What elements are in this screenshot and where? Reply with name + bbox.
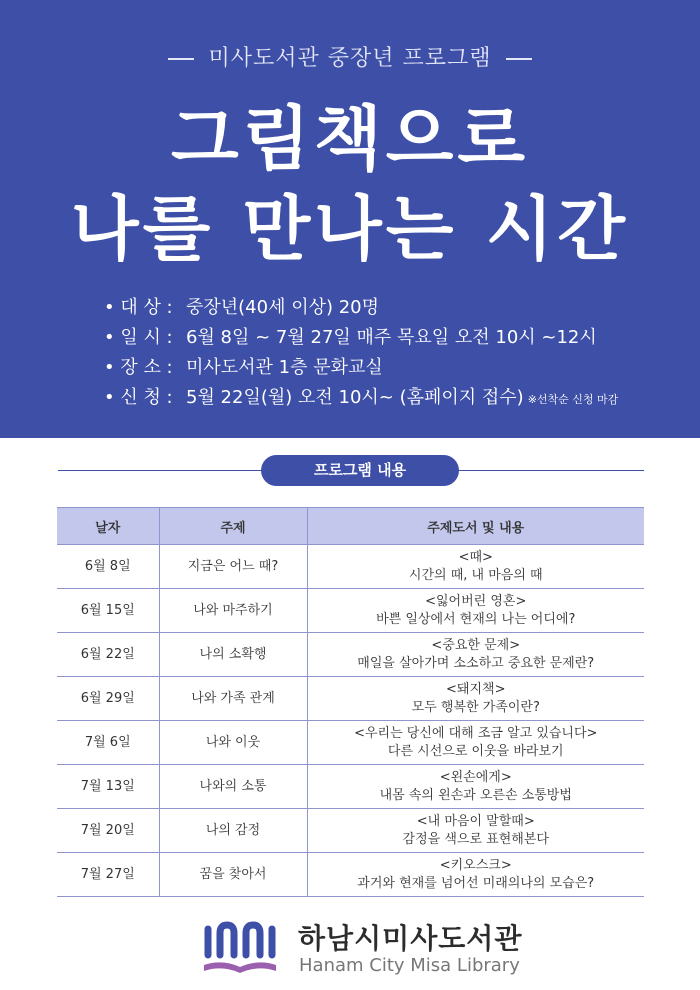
- table-row: [57, 853, 644, 897]
- header-date: 날자: [57, 508, 159, 545]
- info-value: 중장년(40세 이상) 20명: [186, 297, 380, 318]
- row-topic: 지금은 어느 때?: [159, 545, 307, 589]
- info-value: 6월 8일 ~ 7월 27일 매주 목요일 오전 10시 ~12시: [186, 327, 597, 348]
- row-topic: 나와 이웃: [159, 721, 307, 765]
- info-note: ※선착순 신청 마감: [527, 393, 619, 406]
- row-content: [307, 677, 644, 721]
- table-row: [57, 589, 644, 633]
- book-logo-icon: [200, 915, 280, 979]
- info-list: [104, 293, 618, 413]
- row-date: 7월 13일: [57, 765, 159, 809]
- title-line-2: 나를 만나는 시간: [70, 188, 630, 270]
- table-row: [57, 809, 644, 853]
- row-date: 6월 15일: [57, 589, 159, 633]
- library-name-english: Hanam City Misa Library: [299, 955, 520, 976]
- row-date: 7월 27일: [57, 853, 159, 897]
- row-book: <돼지책>: [446, 681, 506, 697]
- library-name-korean: 하남시미사도서관: [298, 922, 523, 955]
- row-book: <잃어버린 영혼>: [425, 593, 527, 609]
- row-content: [307, 545, 644, 589]
- row-topic: 꿈을 찾아서: [159, 853, 307, 897]
- info-row-place: [104, 353, 618, 383]
- subtitle-dash-left: [168, 58, 194, 60]
- row-content: [307, 853, 644, 897]
- row-topic: 나와의 소통: [159, 765, 307, 809]
- row-date: 7월 6일: [57, 721, 159, 765]
- row-book: <때>: [458, 549, 493, 565]
- program-subtitle: [0, 41, 700, 72]
- row-date: 7월 20일: [57, 809, 159, 853]
- title-line-1: 그림책으로: [170, 98, 530, 180]
- row-book: <내 마음이 말할때>: [416, 813, 535, 829]
- row-desc: 다른 시선으로 이웃을 바라보기: [387, 743, 564, 759]
- row-date: 6월 22일: [57, 633, 159, 677]
- row-desc: 시간의 때, 내 마음의 때: [408, 567, 543, 583]
- header-topic: 주제: [159, 508, 307, 545]
- row-date: 6월 29일: [57, 677, 159, 721]
- table-row: [57, 677, 644, 721]
- info-label: • 일 시 :: [104, 327, 173, 348]
- subtitle-text: 미사도서관 중장년 프로그램: [208, 46, 492, 71]
- subtitle-dash-right: [506, 58, 532, 60]
- section-title: 프로그램 내용: [261, 455, 459, 486]
- table-row: [57, 633, 644, 677]
- row-desc: 매일을 살아가며 소소하고 중요한 문제란?: [357, 655, 595, 671]
- row-book: <중요한 문제>: [431, 637, 521, 653]
- row-content: [307, 765, 644, 809]
- row-topic: 나의 소확행: [159, 633, 307, 677]
- row-date: 6월 8일: [57, 545, 159, 589]
- row-desc: 모두 행복한 가족이란?: [411, 699, 540, 715]
- row-content: [307, 721, 644, 765]
- header-content: 주제도서 및 내용: [307, 508, 644, 545]
- row-desc: 감정을 색으로 표현해본다: [402, 831, 549, 847]
- row-book: <키오스크>: [439, 857, 512, 873]
- row-topic: 나와 가족 관계: [159, 677, 307, 721]
- table-row: [57, 765, 644, 809]
- library-footer: [200, 915, 523, 979]
- row-content: [307, 809, 644, 853]
- row-content: [307, 633, 644, 677]
- row-desc: 과거와 현재를 넘어선 미래의나의 모습은?: [357, 875, 595, 891]
- row-topic: 나의 감정: [159, 809, 307, 853]
- row-topic: 나와 마주하기: [159, 589, 307, 633]
- info-value: 5월 22일(월) 오전 10시~ (홈페이지 접수): [186, 387, 524, 408]
- info-label: • 장 소 :: [104, 357, 173, 378]
- row-desc: 바쁜 일상에서 현재의 나는 어디에?: [376, 611, 576, 627]
- info-label: • 신 청 :: [104, 387, 173, 408]
- info-label: • 대 상 :: [104, 297, 173, 318]
- row-book: <왼손에게>: [439, 769, 512, 785]
- table-header-row: [57, 508, 644, 545]
- info-row-schedule: [104, 323, 618, 353]
- row-desc: 내몸 속의 왼손과 오른손 소통방법: [379, 787, 572, 803]
- info-row-apply: [104, 383, 618, 413]
- info-value: 미사도서관 1층 문화교실: [186, 357, 383, 378]
- hero-banner: [0, 0, 700, 438]
- row-content: [307, 589, 644, 633]
- table-row: [57, 545, 644, 589]
- info-row-target: [104, 293, 618, 323]
- row-book: <우리는 당신에 대해 조금 알고 있습니다>: [354, 725, 598, 741]
- table-row: [57, 721, 644, 765]
- program-table: [57, 507, 644, 897]
